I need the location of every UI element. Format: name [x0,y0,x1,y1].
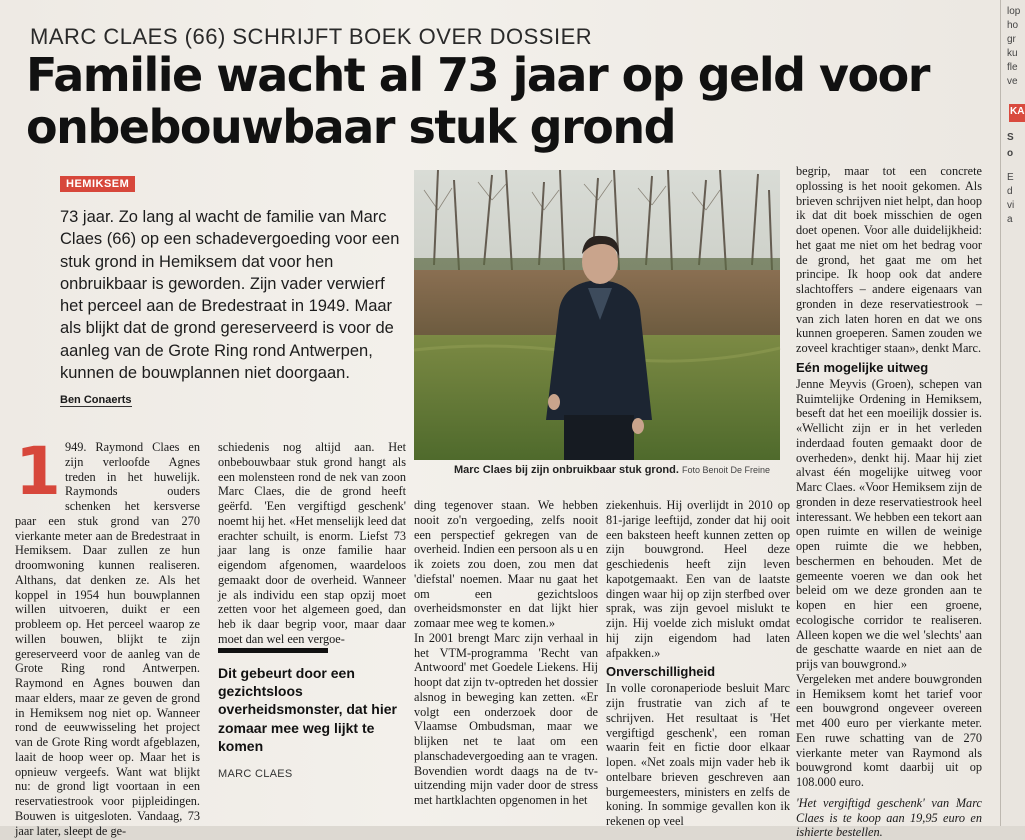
photo-caption [454,464,770,476]
caption-text: Marc Claes bij zijn onbruikbaar stuk grond. [454,464,679,476]
drop-cap: 1 [15,433,61,510]
body-column-2 [218,440,406,647]
article-photo [414,170,780,460]
photo-illustration [414,170,780,460]
body-column-4 [606,498,790,829]
col3-paragraph-1: ding tegenover staan. We hebben nooit zo'n vergoeding, zelfs nooit een perspectief gekregen van de overheid. Indien een persoon als u en ik zoiets zou doen, zou men dat 'diefstal' noemen. Maar nu gaat het om een gezichtsloos overheidsmonster en dat lijkt hier zomaar mee weg te komen.» [414,498,598,630]
body-column-5 [796,164,982,840]
edge-text: gr [1007,34,1016,45]
edge-text: E [1007,172,1014,183]
adjacent-page-edge [1000,0,1025,826]
headline: Familie wacht al 73 jaar op geld voor onbebouwbaar stuk grond [26,48,929,154]
edge-text: lop [1007,6,1021,17]
lead-paragraph: 73 jaar. Zo lang al wacht de familie van Marc Claes (66) op een schadevergoeding voor een stuk grond in Hemiksem dat voor hen onbruikbaar is geworden. Zijn vader verwierf het perceel aan de Bredestraat in 1949. Maar als blijkt dat de grond gereserveerd is voor de aanleg van de Grote Ring rond Antwerpen, kunnen de bouwplannen niet doorgaan. [60,208,400,382]
col5-paragraph-2: Jenne Meyvis (Groen), schepen van Ruimtelijke Ordening in Hemiksem, beseft dat het een moeilijk dossier is. «Wellicht zijn er in het verleden inderdaad fouten gemaakt door de overheden», denkt hij. Maar hij ziet alvast één mogelijke uitweg voor Marc Claes. «Voor Hemiksem zijn de gronden in deze reservatiestrook heel interessant. We hebben een tekort aan open ruimte en willen de weinige open ruimte die we hebben, beschermen en behouden. Met de gemeente voeren we dan ook het beleid om we deze gronden aan te kopen en hier een groene, ecologische corridor te realiseren. Alleen kopen we die wel 'slechts' aan de geschatte waarde en niet aan de prijs van bouwgrond.» [796,376,982,671]
pull-quote-source: MARC CLAES [218,768,293,780]
byline: Ben Conaerts [60,394,132,406]
edge-text: ho [1007,20,1019,31]
edge-text: vi [1007,200,1015,211]
col4-paragraph-1: ziekenhuis. Hij overlijdt in 2010 op 81-jarige leeftijd, zonder dat hij ooit een baksteen heeft kunnen zetten op zijn bouwgrond. Heel deze geschiedenis heeft zijn leven kapotgemaakt. Een van de laatste dingen waar hij op zijn sterfbed over sprak, was zijn gevoel mislukt te zijn. Hij voelde zich mislukt omdat hij zijn eigendom had laten afpakken.» [606,498,790,660]
location-tag: HEMIKSEM [60,176,135,192]
subheading-uitweg: Eén mogelijke uitweg [796,359,929,375]
col4-paragraph-2: In volle coronaperiode besluit Marc zijn frustratie van zich af te schrijven. Het resultaat is 'Het vergiftigd geschenk', een roman waarin feit en fictie door elkaar lopen. «Net zoals mijn vader heb ik ontelbare brieven geschreven aan burgemeesters, ministers en zelfs de koning. In sommige gevallen kon ik rekenen op veel [606,681,790,828]
body-column-1 [15,433,200,838]
edge-text: o [1007,148,1014,159]
photo-credit: Foto Benoit De Freine [682,465,771,475]
edge-text: d [1007,186,1013,197]
body-column-3 [414,498,598,808]
edge-text: S [1007,132,1014,143]
book-note: 'Het vergiftigd geschenk' van Marc Claes is te koop aan 19,95 euro en ishierte bestellen. [796,795,982,840]
subheading-onverschilligheid: Onverschilligheid [606,664,716,680]
col1-text: 949. Raymond Claes en zijn verloofde Agnes treden in het huwelijk. Raymonds ouders schenken het kersverse paar een stuk grond van 270 vierkante meter aan de Bredestraat in Hemiksem. Daar zullen ze hun droomwoning kunnen realiseren. Althans, dat denken ze. Als het koppel in 1954 hun bouwplannen willen uitvoeren, duikt er een probleem op. Het perceel waarop ze willen bouwen, blijkt te zijn gereserveerd voor de aanleg van de Grote Ring rond Antwerpen. Raymond en Agnes bouwen dan maar elders, maar ze geven de grond in Hemiksem nog niet op. Wanneer rond de eeuwwisseling het project van de Grote Ring wordt afgeblazen, laait de hoop weer op. Maar het is opnieuw vergeefs. Want wat blijkt nu: de grond ligt voortaan in een reservatiestrook voor pijpleidingen. Bouwen is uitgesloten. Vandaag, 73 jaar later, sleept de ge- [15,440,200,838]
col3-paragraph-2: In 2001 brengt Marc zijn verhaal in het VTM-programma 'Recht van Antwoord' met Goedele Liekens. Hij hoopt dat zijn tv-optreden het dossier alsnog in beweging kan zetten. «Er volgt een onderzoek door de Vlaamse Ombudsman, maar we blijken net te laat om een planschadevergoeding aan te vragen. Bovendien wordt daags na de tv-uitzending mijn vader door de stress met hartklachten opgenomen in het [414,630,598,807]
edge-text: KA [1010,106,1025,117]
col2-text: schiedenis nog altijd aan. Het onbebouwbaar stuk grond hangt als een molensteen rond de nek van zoon Marc Claes, die de grond heeft geërfd. 'Een vergiftigd geschenk' noemt hij het. «Het menselijk leed dat erachter schuilt, is enorm. Liefst 73 jaar lang is onze familie haar eigendom afgenomen, waardeloos gemaakt door de overheid. Wanneer je als individu een stap opzij moet zetten voor het algemeen goed, dan heb ik daar begrip voor, maar daar moet dan wel een vergoe- [218,440,406,646]
col5-paragraph-1: begrip, maar tot een concrete oplossing is het nooit gekomen. Als brieven schrijven niet helpt, dan hoop ik dat dit boek misschien de ogen doet openen. Voor alle duidelijkheid: het gaat me niet om het bedrag voor de grond, het gaat me om het principe. Ik hoop ook dat andere slachtoffers – andere eigenaars van gronden in deze reservatiestrook – van zich laten horen en dat we ons kunnen groeperen. Samen zouden we zoveel krachtiger staan», denkt Marc. [796,164,982,355]
col5-paragraph-3: Vergeleken met andere bouwgronden in Hemiksem komt het tarief voor een bouwgrond ongeveer overeen met 400 euro per vierkante meter. Een ruwe schatting van de 270 vierkante meter van Raymond als bouwgrond komt daarbij uit op 108.000 euro. [796,671,982,789]
pull-quote: Dit gebeurt door een gezichtsloos overheidsmonster, dat hier zomaar mee weg lijkt te komen [218,665,397,754]
edge-text: ku [1007,48,1018,59]
edge-text: ve [1007,76,1018,87]
kicker: MARC CLAES (66) SCHRIJFT BOEK OVER DOSSIER [30,24,593,49]
quote-rule [218,648,328,653]
edge-text: fle [1007,62,1018,73]
edge-text: a [1007,214,1013,225]
